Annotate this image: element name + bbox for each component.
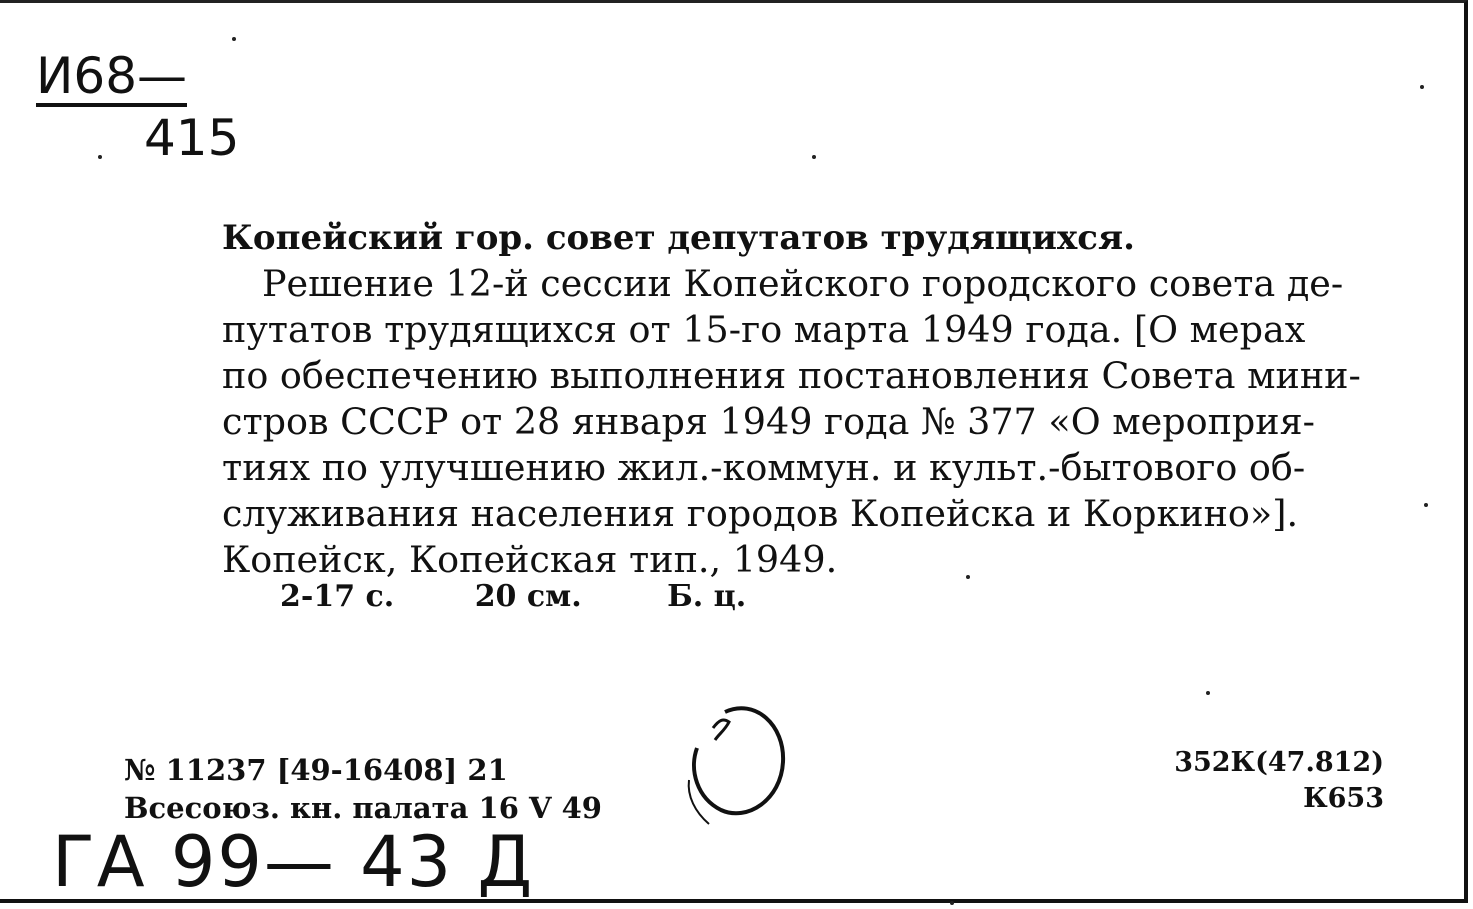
entry-line: стров СССР от 28 января 1949 года № 377 «О мероприя-	[222, 400, 1315, 443]
speck	[950, 901, 954, 905]
entry-line: по обеспечению выполнения постановления Совета мини-	[222, 354, 1361, 397]
collation-pages: 2-17 с.	[280, 579, 395, 614]
speck	[1424, 503, 1428, 507]
circle-stamp-mark	[685, 700, 795, 830]
speck	[98, 155, 102, 159]
entry-line: служивания населения городов Копейска и Коркино»].	[222, 492, 1299, 535]
speck	[1420, 85, 1424, 89]
call-number-top: И68—	[36, 47, 188, 105]
entry-line: путатов трудящихся от 15-го марта 1949 года. [О мерах	[222, 308, 1306, 351]
registry-block	[124, 751, 602, 827]
speck	[1206, 691, 1210, 695]
classification-block	[1174, 745, 1384, 817]
entry-heading: Копейский гор. совет депутатов трудящихся.	[222, 218, 1135, 258]
entry-line: Решение 12-й сессии Копейского городского совета де-	[262, 262, 1344, 305]
entry-line: тиях по улучшению жил.-коммун. и культ.-бытового об-	[222, 446, 1306, 489]
registry-number: № 11237 [49-16408] 21	[124, 753, 508, 787]
bibliographic-entry	[222, 215, 1397, 583]
collation-size: 20 см.	[474, 579, 582, 614]
classification-index: 352К(47.812)	[1174, 747, 1384, 778]
handwritten-bottom-code: ГА 99— 43 Д	[52, 821, 535, 903]
book-chamber-line: Всесоюз. кн. палата 16 V 49	[124, 791, 602, 825]
call-number-sub: 415	[144, 109, 240, 167]
author-mark: К653	[1303, 783, 1384, 814]
handwritten-call-number	[36, 47, 240, 167]
collation-line	[280, 579, 746, 614]
speck	[232, 37, 236, 41]
collation-price: Б. ц.	[667, 579, 747, 614]
entry-line: Копейск, Копейская тип., 1949.	[222, 538, 838, 581]
speck	[812, 155, 816, 159]
speck	[966, 575, 970, 579]
